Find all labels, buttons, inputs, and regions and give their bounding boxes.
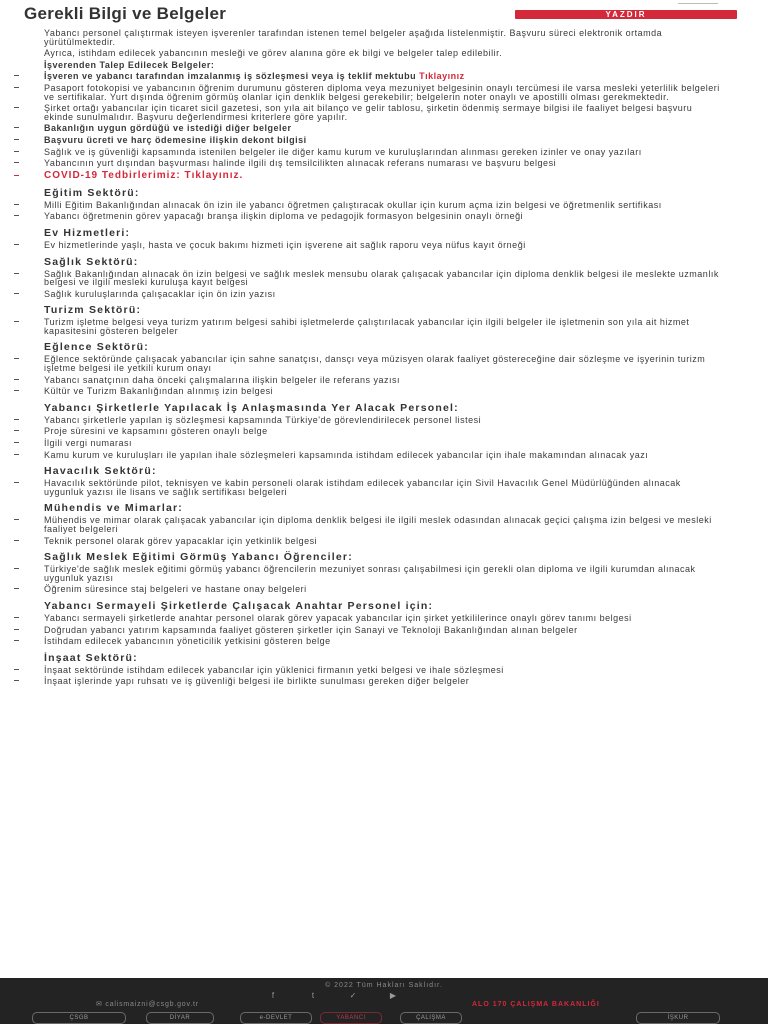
list-item-text: Kamu kurum ve kuruluşları ile yapılan ihale sözleşmeleri kapsamında istihdam edilecek yabancılar için ihale makamından alınacak yazı bbox=[44, 449, 649, 460]
partner-logo[interactable]: e-DEVLET bbox=[240, 1012, 312, 1024]
section-list-item bbox=[44, 677, 720, 686]
list-item-text: Teknik personel olarak görev yapacaklar için yetkinlik belgesi bbox=[44, 535, 318, 546]
bullet bbox=[14, 204, 19, 205]
section-list-item bbox=[44, 290, 720, 299]
bullet bbox=[14, 87, 19, 88]
list-item-text: İnşaat işlerinde yapı ruhsatı ve iş güvenliği belgesi ile birlikte sunulması gereken diğer belgeler bbox=[44, 676, 470, 687]
section-list-item bbox=[44, 614, 720, 623]
section-list-item bbox=[44, 626, 720, 635]
bullet bbox=[14, 175, 19, 176]
twitter-icon[interactable]: t bbox=[311, 991, 315, 1000]
section-list-item bbox=[44, 416, 720, 425]
section-list-item bbox=[44, 451, 720, 460]
bullet bbox=[14, 680, 19, 681]
section-list-item bbox=[44, 241, 720, 250]
section-list-item bbox=[44, 585, 720, 594]
general-list-item bbox=[44, 159, 720, 168]
list-item-text: Bakanlığın uygun gördüğü ve istediği diğer belgeler bbox=[44, 123, 292, 134]
section-list-item bbox=[44, 565, 720, 582]
section-heading: Eğlence Sektörü: bbox=[44, 341, 149, 354]
general-list-item bbox=[44, 84, 720, 101]
section-list-item bbox=[44, 270, 720, 287]
partner-logo[interactable]: ÇSGB bbox=[32, 1012, 126, 1024]
list-item-text: Başvuru ücreti ve harç ödemesine ilişkin dekont bilgisi bbox=[44, 134, 307, 145]
list-item-text: Yabancının yurt dışından başvurması halinde ilgili dış temsilcilikten alınacak referans numarası ve başvuru belgesi bbox=[44, 158, 557, 169]
section-list-item bbox=[44, 201, 720, 210]
bullet bbox=[14, 430, 19, 431]
bullet bbox=[14, 215, 19, 216]
list-item-text: Türkiye'de sağlık meslek eğitimi görmüş yabancı öğrencilerin mezuniyet sonrası çalışabilmesi için gerekli olan diploma ve ilgili kurumdan alınacak uygunluk yazısı bbox=[44, 564, 696, 583]
page-header bbox=[0, 0, 768, 24]
bullet bbox=[14, 321, 19, 322]
list-item-text: Sağlık kuruluşlarında çalışacaklar için ön izin yazısı bbox=[44, 288, 276, 299]
section-list-item bbox=[44, 516, 720, 533]
bullet bbox=[14, 127, 19, 128]
partner-logo[interactable]: YABANCI bbox=[320, 1012, 382, 1024]
general-list-item bbox=[44, 72, 720, 81]
section-list-item bbox=[44, 439, 720, 448]
list-item-text: Öğrenim süresince staj belgeleri ve hastane onay belgeleri bbox=[44, 584, 307, 595]
list-item-text: Milli Eğitim Bakanlığından alınacak ön izin ile yabancı öğretmen çalıştıracak okullar için kurum açma izin belgesi ve öğretmenlik sertifikası bbox=[44, 199, 662, 210]
bullet bbox=[14, 617, 19, 618]
social-links bbox=[268, 992, 508, 1000]
details-link[interactable]: Tıklayınız bbox=[419, 71, 465, 82]
footer bbox=[0, 978, 768, 1024]
bullet bbox=[14, 419, 19, 420]
section-list-item bbox=[44, 537, 720, 546]
list-item-text: İstihdam edilecek yabancının yöneticilik yetkisini gösteren belge bbox=[44, 636, 331, 647]
intro-paragraph: Ayrıca, istihdam edilecek yabancının mesleği ve görev alanına göre ek bilgi ve belgeler talep edilebilir. bbox=[44, 48, 503, 59]
copyright: © 2022 Tüm Hakları Saklıdır. bbox=[325, 982, 443, 989]
general-list-item bbox=[44, 136, 720, 145]
phone-link[interactable]: ALO 170 ÇALIŞMA BAKANLIĞI bbox=[472, 1001, 600, 1008]
general-heading: İşverenden Talep Edilecek Belgeler: bbox=[44, 59, 215, 70]
partner-logo[interactable]: DİYAR bbox=[146, 1012, 214, 1024]
bullet bbox=[14, 162, 19, 163]
list-item-text: İnşaat sektöründe istihdam edilecek yabancılar için yüklenici firmanın yetki belgesi ve ihale sözleşmesi bbox=[44, 664, 504, 675]
section-heading: Sağlık Meslek Eğitimi Görmüş Yabancı Öğrenciler: bbox=[44, 551, 353, 564]
list-item-text: Proje süresini ve kapsamını gösteren onaylı belge bbox=[44, 426, 268, 437]
bullet bbox=[14, 629, 19, 630]
list-item-text: Pasaport fotokopisi ve yabancının öğrenim durumunu gösteren diploma veya mezuniyet belgesinin onaylı tercümesi ile varsa mesleki yeterlilik belgeleri ve sertifikalar. Yurt dışında öğrenim görmüş olanlar için denklik belgesi gerekebilir; belgelerin noter onaylı ve apostilli olması gerekmektedir. bbox=[44, 82, 720, 102]
list-item-text: Şirket ortağı yabancılar için ticaret sicil gazetesi, son yıla ait bilanço ve gelir tablosu, şirketin ödenmiş sermaye bilgisi ile faaliyet belgesi başvuru ekinde sunulmalıdır. Başvuru değerlendirmesi kriterlere göre yapılır. bbox=[44, 103, 693, 122]
list-item-text: Yabancı şirketlerle yapılan iş sözleşmesi kapsamında Türkiye'de görevlendirilecek personel listesi bbox=[44, 414, 482, 425]
general-list bbox=[0, 72, 768, 167]
section-heading: Eğitim Sektörü: bbox=[44, 186, 140, 199]
bullet bbox=[14, 640, 19, 641]
partner-logo[interactable]: İŞKUR bbox=[636, 1012, 720, 1024]
list-item-text: İşveren ve yabancı tarafından imzalanmış iş sözleşmesi veya iş teklif mektubu bbox=[44, 71, 420, 82]
youtube-icon[interactable]: ▶ bbox=[389, 991, 397, 1000]
section-list-item bbox=[44, 376, 720, 385]
list-item-text: Eğlence sektöründe çalışacak yabancılar için sahne sanatçısı, dansçı veya müzisyen olarak faaliyet göstereceğine dair sözleşme ve işyerinin turizm işletme belgesi ile yetkili kurum onayı bbox=[44, 354, 706, 374]
bullet bbox=[14, 139, 19, 140]
section-list-item bbox=[44, 666, 720, 675]
partner-logo[interactable]: ÇALIŞMA bbox=[400, 1012, 462, 1024]
bullet bbox=[14, 358, 19, 359]
section-heading: Mühendis ve Mimarlar: bbox=[44, 502, 183, 515]
intro-paragraph: Yabancı personel çalıştırmak isteyen işverenler tarafından istenen temel belgeler aşağıda listelenmiştir. Başvuru süreci elektronik ortamda yürütülmektedir. bbox=[44, 28, 663, 47]
bullet bbox=[14, 588, 19, 589]
section-list-item bbox=[44, 318, 720, 335]
section-heading: Ev Hizmetleri: bbox=[44, 226, 131, 239]
bullet bbox=[14, 568, 19, 569]
bullet bbox=[14, 379, 19, 380]
contact-row bbox=[0, 1001, 768, 1009]
section-heading: Yabancı Sermayeli Şirketlerde Çalışacak Anahtar Personel için: bbox=[44, 599, 434, 612]
main-content bbox=[0, 28, 768, 976]
facebook-icon[interactable]: f bbox=[271, 991, 275, 1000]
list-item-text: Yabancı öğretmenin görev yapacağı branşa ilişkin diploma ve pedagojik formasyon belgesinin onaylı örneği bbox=[44, 211, 524, 222]
general-list-item bbox=[44, 148, 720, 157]
email-link[interactable]: ✉ calismaizni@csgb.gov.tr bbox=[96, 1001, 199, 1008]
section-list-item bbox=[44, 637, 720, 646]
bullet bbox=[14, 669, 19, 670]
list-item-text: Turizm işletme belgesi veya turizm yatırım belgesi sahibi işletmelerde çalıştırılacak yabancılar için ilgili belgeler ile işletmenin son yıla ait hizmet kapasitesini gösteren belgeler bbox=[44, 317, 690, 336]
section-list-item bbox=[44, 387, 720, 396]
bullet bbox=[14, 454, 19, 455]
section-list-item bbox=[44, 479, 720, 496]
general-list-item bbox=[44, 124, 720, 133]
section-heading: Turizm Sektörü: bbox=[44, 304, 142, 317]
section-list-item bbox=[44, 427, 720, 436]
bullet bbox=[14, 482, 19, 483]
section-heading: Yabancı Şirketlerle Yapılacak İş Anlaşmasında Yer Alacak Personel: bbox=[44, 401, 459, 414]
bullet bbox=[14, 75, 19, 76]
list-item-text: Kültür ve Turizm Bakanlığından alınmış izin belgesi bbox=[44, 386, 274, 397]
covid-warning-text[interactable]: COVID-19 Tedbirlerimiz: Tıklayınız. bbox=[44, 169, 244, 181]
section-list-item bbox=[44, 212, 720, 221]
bullet bbox=[14, 244, 19, 245]
list-item-text: Havacılık sektöründe pilot, teknisyen ve kabin personeli olarak istihdam edilecek yabancılar için Sivil Havacılık Genel Müdürlüğünden alınacak uygunluk yazısı ile lisans ve sağlık sertifikası belgeleri bbox=[44, 478, 681, 497]
section-heading: Havacılık Sektörü: bbox=[44, 465, 157, 478]
bullet bbox=[14, 540, 19, 541]
bullet bbox=[14, 293, 19, 294]
general-list-item bbox=[44, 104, 720, 121]
sector-sections bbox=[0, 188, 768, 686]
list-item-text: Doğrudan yabancı yatırım kapsamında faaliyet gösteren şirketler için Sanayi ve Teknoloji Bakanlığından alınan belgeler bbox=[44, 624, 578, 635]
print-button[interactable]: YAZDIR bbox=[515, 10, 737, 19]
bullet bbox=[14, 107, 19, 108]
list-item-text: Yabancı sermayeli şirketlerde anahtar personel olarak görev yapacak yabancılar için şirket yetkililerince onaylı görev tanımı belgesi bbox=[44, 612, 632, 623]
bullet bbox=[14, 151, 19, 152]
check-icon[interactable]: ✓ bbox=[349, 991, 357, 1000]
section-heading: İnşaat Sektörü: bbox=[44, 651, 138, 664]
list-item-text: Yabancı sanatçının daha önceki çalışmalarına ilişkin belgeler ile referans yazısı bbox=[44, 374, 401, 385]
list-item-text: Mühendis ve mimar olarak çalışacak yabancılar için diploma denklik belgesi ile ilgili meslek odasından alınacak geçici çalışma izin belgesi ve mesleki faaliyet belgeleri bbox=[44, 515, 712, 534]
covid-warning[interactable] bbox=[44, 171, 720, 181]
page-title: Gerekli Bilgi ve Belgeler bbox=[24, 4, 227, 23]
bullet bbox=[14, 442, 19, 443]
list-item-text: Ev hizmetlerinde yaşlı, hasta ve çocuk bakımı hizmeti için işverene ait sağlık raporu veya nüfus kayıt örneği bbox=[44, 239, 526, 250]
list-item-text: Sağlık Bakanlığından alınacak ön izin belgesi ve sağlık meslek mensubu olarak çalışacak yabancılar için diploma denklik belgesi ile meslekte uzmanlık belgesi ve ilgili mesleki kuruluşa kayıt belgesi bbox=[44, 268, 719, 288]
partner-logos bbox=[0, 1011, 768, 1023]
bullet bbox=[14, 519, 19, 520]
section-heading: Sağlık Sektörü: bbox=[44, 255, 139, 268]
list-item-text: İlgili vergi numarası bbox=[44, 438, 133, 449]
bullet bbox=[14, 390, 19, 391]
section-list-item bbox=[44, 355, 720, 372]
top-divider bbox=[678, 3, 718, 4]
bullet bbox=[14, 273, 19, 274]
list-item-text: Sağlık ve iş güvenliği kapsamında istenilen belgeler ile diğer kamu kurum ve kuruluşlarından alınması gereken izinler ve onay yazıları bbox=[44, 146, 642, 157]
